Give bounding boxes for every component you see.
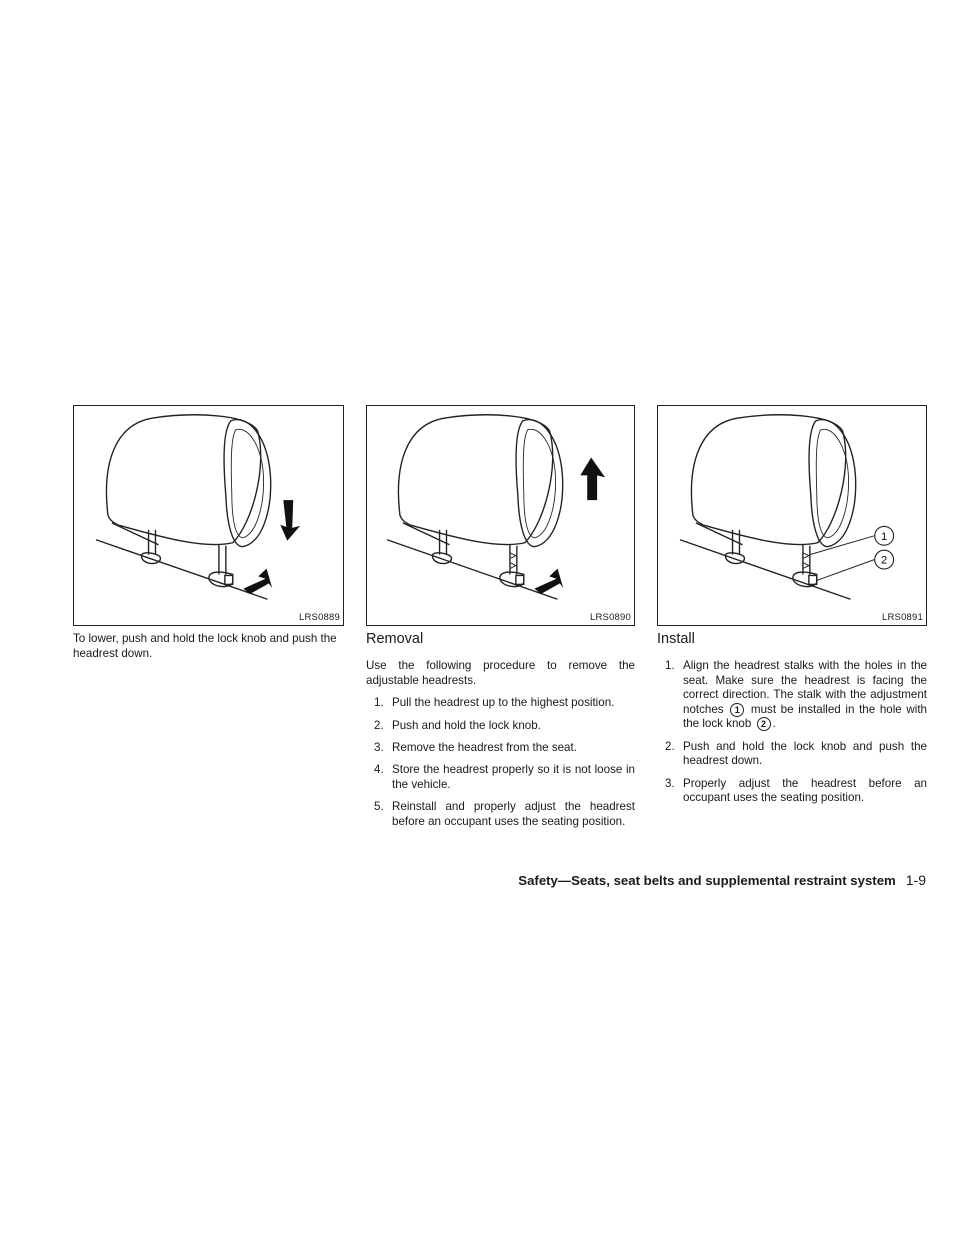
lower-caption: To lower, push and hold the lock knob and push the headrest down.	[73, 632, 337, 660]
figure-id: LRS0890	[589, 612, 631, 623]
headrest-removal-illustration	[367, 406, 634, 625]
column-removal	[366, 405, 635, 837]
list-item: 3. Properly adjust the headrest before an occupant uses the seating position.	[665, 776, 927, 805]
install-heading: Install	[657, 631, 695, 647]
page-number: 1-9	[905, 872, 926, 888]
list-item: 4. Store the headrest properly so it is not loose in the vehicle.	[374, 763, 635, 791]
list-item: 2. Push and hold the lock knob and push the headrest down.	[665, 739, 927, 768]
section-title: Safety—Seats, seat belts and supplemental restraint system	[518, 873, 896, 888]
figure-id: LRS0891	[881, 612, 923, 623]
list-item: 2. Push and hold the lock knob.	[374, 718, 541, 732]
list-item: 5. Reinstall and properly adjust the headrest before an occupant uses the seating position.	[374, 800, 635, 828]
callout-badge-2: 2	[757, 717, 771, 731]
column-lower	[73, 405, 344, 661]
figure-lower-headrest	[73, 405, 344, 626]
callout-label-2: 2	[881, 554, 888, 567]
headrest-install-illustration	[658, 406, 926, 625]
figure-id: LRS0889	[298, 612, 340, 623]
removal-intro: Use the following procedure to remove the adjustable headrests.	[366, 659, 635, 687]
callout-badge-1: 1	[730, 703, 744, 717]
install-steps	[657, 659, 927, 806]
page-footer	[518, 872, 926, 888]
column-install	[657, 405, 927, 814]
callout-label-1: 1	[881, 530, 888, 543]
figure-removal-headrest	[366, 405, 635, 626]
headrest-lower-illustration	[74, 406, 343, 625]
list-item: 1. Pull the headrest up to the highest position.	[374, 696, 615, 710]
removal-heading: Removal	[366, 631, 424, 647]
list-item: 1. Align the headrest stalks with the holes in the seat. Make sure the headrest is facing the correct direction. The stalk with the adjustment notches 1 must be installed in the hole with the lock knob 2 .	[665, 659, 928, 731]
removal-steps	[366, 696, 635, 829]
figure-install-headrest	[657, 405, 927, 626]
list-item: 3. Remove the headrest from the seat.	[374, 740, 577, 754]
